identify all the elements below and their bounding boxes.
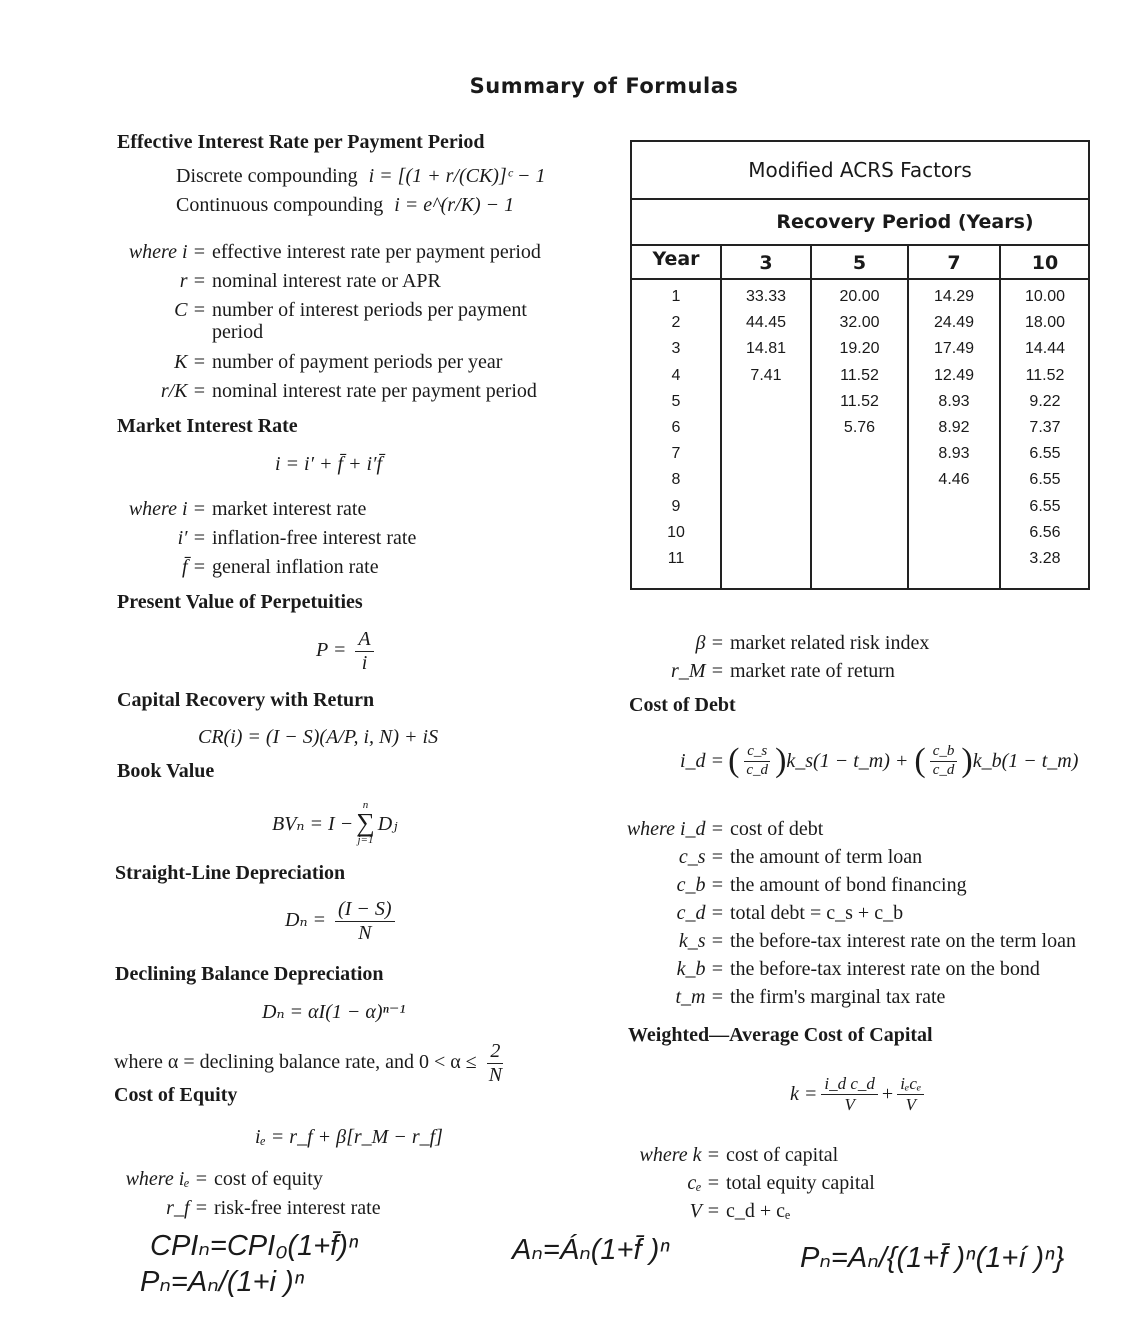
rate-cell: 18.00 bbox=[1024, 314, 1066, 332]
definition-row: V = c_d + cₑ bbox=[689, 1200, 791, 1222]
summation-symbol: n ∑ j=1 bbox=[356, 799, 375, 846]
wacc-formula: k = $\frac{\text{i\_d c\_d}}{V}$ + $\frac{\text{iₑcₑ}}{V}$ bbox=[790, 1074, 928, 1114]
definition-row: c_d = total debt = c_s + c_b bbox=[676, 902, 904, 924]
definition-row: where i_d = cost of debt bbox=[626, 818, 824, 840]
present-value-formula: Pₙ=Aₙ/(1+i )ⁿ bbox=[140, 1266, 305, 1298]
declining-heading: Declining Balance Depreciation bbox=[115, 963, 384, 985]
definition-row: where k = cost of capital bbox=[639, 1144, 839, 1166]
market-rate-heading: Market Interest Rate bbox=[117, 415, 298, 437]
year-cell: 2 bbox=[671, 314, 681, 332]
definition-row: where iₑ = cost of equity bbox=[125, 1168, 323, 1190]
effective-definitions bbox=[110, 241, 590, 409]
header-col-3: 3 bbox=[759, 252, 773, 274]
wacc-definitions bbox=[620, 1144, 1100, 1228]
year-cell: 6 bbox=[671, 419, 681, 436]
rate-cell: 5.76 bbox=[843, 419, 876, 436]
definition-row: f̄ = general inflation rate bbox=[181, 556, 379, 578]
definition-row: c_b = the amount of bond financing bbox=[676, 874, 967, 896]
rate-cell: 6.55 bbox=[1029, 497, 1061, 515]
cost-of-debt-formula: i_d = ( $\frac{c\_s}{c\_d}$ ) k_s(1 − t_m) + ( $\frac{c\_b}{c\_d}$ ) k_b(1 − t_m) bbox=[680, 742, 1079, 779]
year-cell: 1 bbox=[671, 288, 681, 305]
rate-cell: 7.37 bbox=[1029, 419, 1061, 436]
definition-row: k_b = the before-tax interest rate on the bond bbox=[676, 958, 1040, 980]
rate-cell: 24.49 bbox=[933, 314, 975, 332]
declining-fraction: $\frac{2}{N}$ bbox=[488, 1040, 503, 1086]
rate-cell: 6.56 bbox=[1029, 523, 1061, 541]
rate-cell: 11.52 bbox=[1025, 366, 1065, 384]
straight-line-heading: Straight-Line Depreciation bbox=[115, 862, 346, 884]
discrete-formula: i = [(1 + r/(CK)]ᶜ − 1 bbox=[368, 165, 546, 187]
rate-cell: 8.93 bbox=[938, 445, 970, 463]
definition-row: where i = market interest rate bbox=[128, 498, 367, 520]
rate-cell: 3.28 bbox=[1029, 550, 1061, 567]
rate-cell: 14.44 bbox=[1024, 340, 1066, 358]
wacc-heading: Weighted—Average Cost of Capital bbox=[628, 1024, 933, 1046]
year-cell: 3 bbox=[671, 340, 681, 358]
capital-recovery-formula: CR(i) = (I − S)(A/P, i, N) + iS bbox=[198, 726, 439, 748]
debt-fraction-b: $\frac{c\_b}{c\_d}$ bbox=[930, 743, 958, 779]
rate-cell: 4.46 bbox=[938, 471, 970, 489]
rate-cell: 32.00 bbox=[839, 314, 880, 332]
debt-fraction-s: $\frac{c\_s}{c\_d}$ bbox=[743, 743, 771, 779]
cpi-formula: CPIₙ=CPI₀(1+f̄)ⁿ bbox=[150, 1230, 359, 1262]
equity-continued-definitions bbox=[640, 632, 1090, 688]
rate-cell: 14.81 bbox=[745, 340, 787, 358]
equity-definitions bbox=[108, 1168, 588, 1226]
definition-row: where i = effective interest rate per payment period bbox=[128, 241, 541, 263]
perpetuity-fraction: $\frac{A}{i}$ bbox=[355, 628, 373, 675]
rate-cell: 11.52 bbox=[840, 366, 879, 384]
perpetuity-heading: Present Value of Perpetuities bbox=[117, 591, 363, 613]
rate-cell: 20.00 bbox=[839, 288, 880, 305]
combined-present-value-formula: Pₙ=Aₙ/{(1+f̄ )ⁿ(1+í )ⁿ} bbox=[800, 1242, 1065, 1274]
rate-cell: 9.22 bbox=[1029, 392, 1061, 410]
debt-definitions bbox=[624, 818, 1104, 1014]
definition-row: K = number of payment periods per year bbox=[174, 351, 503, 373]
rate-cell: 19.20 bbox=[839, 340, 880, 358]
discrete-label: Discrete compounding bbox=[176, 165, 358, 187]
cost-of-debt-heading: Cost of Debt bbox=[629, 694, 736, 716]
table-caption: Modified ACRS Factors bbox=[632, 142, 1088, 200]
equity-heading: Cost of Equity bbox=[114, 1084, 238, 1106]
continuous-compounding bbox=[176, 194, 514, 217]
definition-row: cₑ = total equity capital bbox=[687, 1172, 875, 1194]
declining-formula: Dₙ = αI(1 − α)ⁿ⁻¹ bbox=[262, 1001, 406, 1023]
year-cell: 10 bbox=[667, 523, 685, 541]
year-cell: 9 bbox=[671, 497, 681, 515]
year-cell: 11 bbox=[667, 550, 685, 567]
perpetuity-formula: P = $\frac{A}{i}$ bbox=[316, 628, 378, 675]
book-value-formula: BVₙ = I − n ∑ j=1 Dⱼ bbox=[272, 799, 398, 846]
discrete-compounding bbox=[176, 165, 546, 188]
definition-row: c_s = the amount of term loan bbox=[678, 846, 923, 868]
table-subheader: Recovery Period (Years) bbox=[722, 200, 1088, 246]
wacc-fraction-equity: $\frac{\text{iₑcₑ}}{V}$ bbox=[897, 1074, 924, 1114]
macrs-table bbox=[630, 140, 1090, 590]
definition-row: r_M = market rate of return bbox=[671, 660, 895, 682]
rate-cell: 6.55 bbox=[1029, 445, 1061, 463]
header-year: Year bbox=[652, 248, 700, 270]
definition-row: β = market related risk index bbox=[695, 632, 930, 654]
effective-rate-heading: Effective Interest Rate per Payment Period bbox=[117, 131, 485, 153]
capital-recovery-heading: Capital Recovery with Return bbox=[117, 689, 375, 711]
header-col-10: 10 bbox=[1031, 252, 1059, 274]
straight-line-fraction: $\frac{(I - S)}{N}$ bbox=[335, 898, 394, 945]
definition-row: k_s = the before-tax interest rate on the term loan bbox=[678, 930, 1076, 952]
header-col-7: 7 bbox=[947, 252, 961, 274]
rate-cell: 11.52 bbox=[840, 392, 879, 410]
straight-line-formula: Dₙ = $\frac{(I - S)}{N}$ bbox=[285, 898, 399, 945]
continuous-label: Continuous compounding bbox=[176, 194, 384, 216]
declining-where: where α = declining balance rate, and 0 < α ≤ $\frac{2}{N}$ bbox=[114, 1040, 509, 1087]
definition-row: period bbox=[212, 321, 264, 343]
year-cell: 8 bbox=[671, 471, 681, 489]
sigma-icon: ∑ bbox=[356, 808, 375, 837]
market-definitions bbox=[110, 498, 590, 585]
rate-cell: 14.29 bbox=[933, 288, 975, 305]
wacc-fraction-debt: $\frac{\text{i\_d c\_d}}{V}$ bbox=[821, 1074, 878, 1114]
continuous-formula: i = e^(r/K) − 1 bbox=[394, 194, 515, 216]
rate-cell: 12.49 bbox=[933, 366, 975, 384]
book-value-heading: Book Value bbox=[117, 760, 215, 782]
header-col-5: 5 bbox=[852, 252, 867, 274]
year-cell: 5 bbox=[671, 392, 681, 410]
rate-cell: 44.45 bbox=[745, 314, 787, 332]
definition-row: r_f = risk-free interest rate bbox=[166, 1197, 381, 1219]
definition-row: i′ = inflation-free interest rate bbox=[177, 527, 417, 549]
definition-row: t_m = the firm's marginal tax rate bbox=[675, 986, 946, 1008]
rate-cell: 17.49 bbox=[933, 340, 975, 358]
page-title: Summary of Formulas bbox=[469, 74, 739, 98]
year-cell: 4 bbox=[671, 366, 681, 384]
rate-cell: 33.33 bbox=[745, 288, 787, 305]
rate-cell: 10.00 bbox=[1024, 288, 1066, 305]
definition-row: C = number of interest periods per payment bbox=[174, 299, 527, 321]
rate-cell: 6.55 bbox=[1029, 471, 1061, 489]
rate-cell: 7.41 bbox=[750, 366, 782, 384]
actual-dollar-formula: Aₙ=Áₙ(1+f̄ )ⁿ bbox=[512, 1234, 670, 1266]
equity-formula: iₑ = r_f + β[r_M − r_f] bbox=[255, 1126, 443, 1148]
rate-cell: 8.92 bbox=[938, 419, 970, 436]
definition-row: r = nominal interest rate or APR bbox=[179, 270, 441, 292]
rate-cell: 8.93 bbox=[938, 392, 970, 410]
year-cell: 7 bbox=[671, 445, 681, 463]
market-rate-formula: i = i′ + f̄ + i′f̄ bbox=[275, 453, 383, 475]
definition-row: r/K = nominal interest rate per payment period bbox=[160, 380, 537, 402]
